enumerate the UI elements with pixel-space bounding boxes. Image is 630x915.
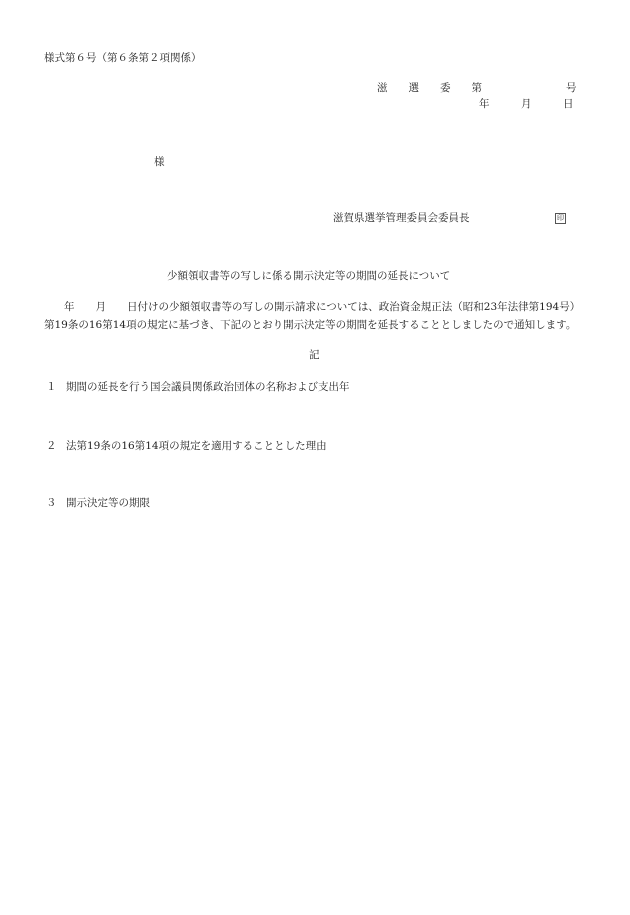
body-line-2: 第19条の16第14項の規定に基づき、下記のとおり開示決定等の期間を延長することとしましたので通知します。 xyxy=(44,319,577,331)
issuer-name: 滋賀県選挙管理委員会委員長 xyxy=(333,212,470,224)
form-number-label: 様式第６号（第６条第２項関係） xyxy=(44,52,202,64)
list-item xyxy=(46,381,350,395)
ki-heading: 記 xyxy=(309,349,320,361)
item-number: ２ xyxy=(46,440,57,452)
item-text: 開示決定等の期限 xyxy=(66,497,150,509)
body-paragraph xyxy=(44,298,592,334)
item-text: 法第19条の16第14項の規定を適用することとした理由 xyxy=(66,440,327,452)
issue-number-line: 滋 選 委 第 号 xyxy=(377,82,577,94)
list-item xyxy=(46,497,150,511)
item-number: ３ xyxy=(46,497,57,509)
item-text: 期間の延長を行う国会議員関係政治団体の名称および支出年 xyxy=(66,381,350,393)
item-number: １ xyxy=(46,381,57,393)
addressee-label: 様 xyxy=(154,156,165,168)
body-line-1: 年 月 日付けの少額領収書等の写しの開示請求については、政治資金規正法（昭和23年法律第194号） xyxy=(64,301,581,313)
seal-mark: 印 xyxy=(557,214,564,222)
document-title: 少額領収書等の写しに係る開示決定等の期間の延長について xyxy=(167,270,451,282)
date-line: 年 月 日 xyxy=(479,98,574,110)
list-item xyxy=(46,440,327,454)
